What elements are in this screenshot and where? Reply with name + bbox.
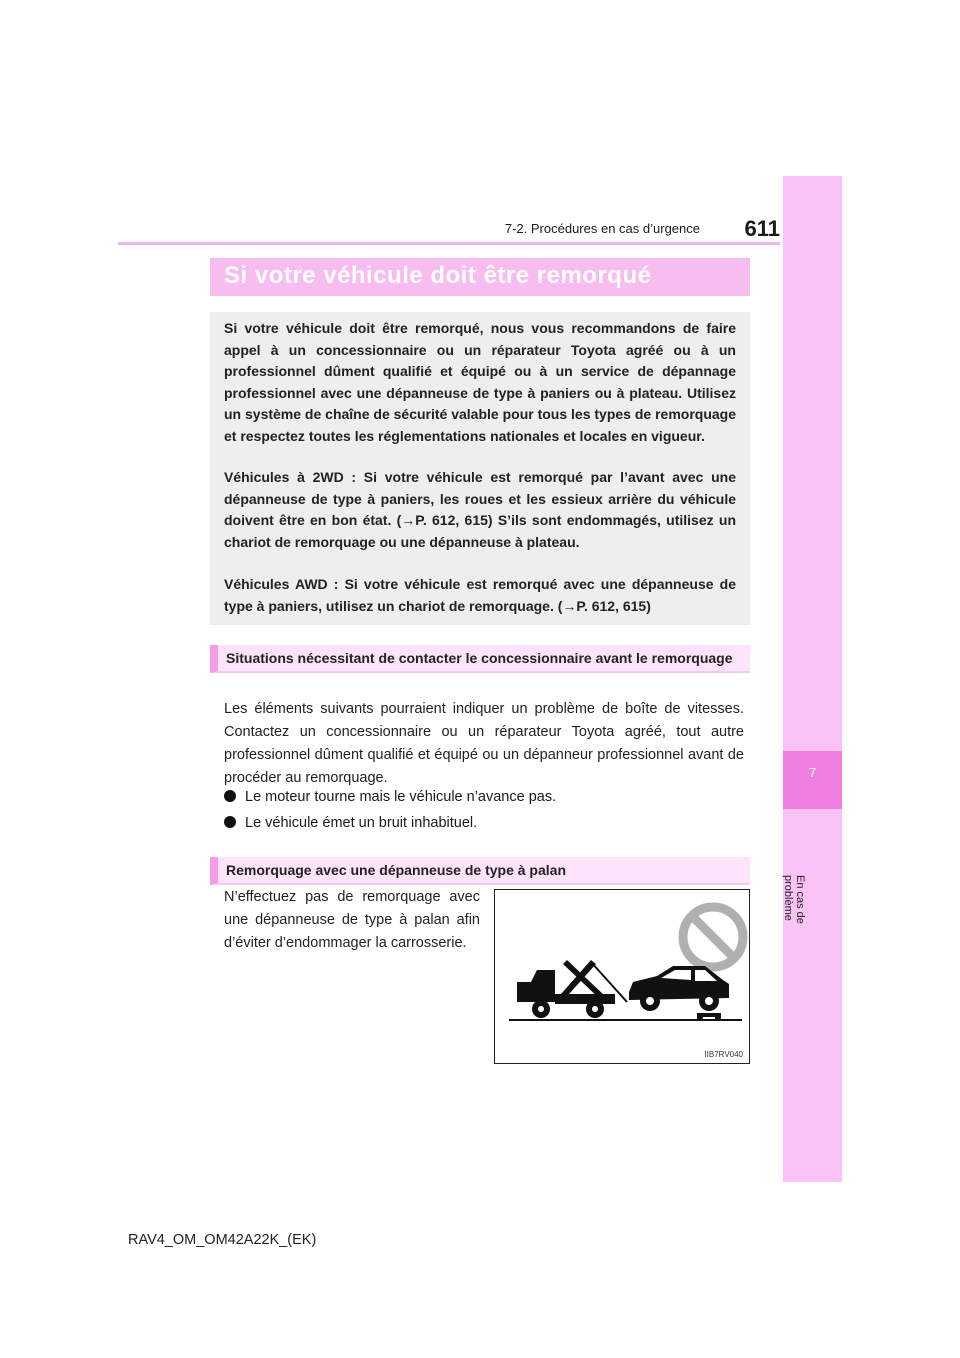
bullet-text: Le moteur tourne mais le véhicule n’avance pas. xyxy=(245,789,557,805)
figure-code: IIB7RV040 xyxy=(704,1050,743,1059)
intro-paragraph: Si votre véhicule doit être remorqué, nous vous recommandons de faire appel à un concessionnaire ou un réparateur Toyota agréé ou à un professionnel dûment qualifié et équipé ou à un service de dépannage professionnel avec une dépanneuse de type à paniers ou à plateau. Utilisez un système de chaîne de sécurité valable pour tous les types de remorquage et respectez toutes les réglementations nationales et locales en vigueur. xyxy=(224,320,736,444)
bullet-item xyxy=(224,812,477,835)
page-title: Si votre véhicule doit être remorqué xyxy=(224,262,652,289)
prohibition-icon xyxy=(683,907,743,967)
subsection-heading: Remorquage avec une dépanneuse de type à palan xyxy=(210,857,750,885)
section-body: N’effectuez pas de remorquage avec une dépanneuse de type à palan afin d’éviter d’endommager la carrosserie. xyxy=(224,889,480,951)
chapter-side-tab xyxy=(783,176,842,1182)
chapter-label: En cas de problème xyxy=(782,875,806,924)
intro-paragraph: Véhicules AWD : Si votre véhicule est remorqué avec une dépanneuse de type à paniers, utilisez un chariot de remorquage. (→P. 612, 615) xyxy=(224,576,736,614)
bullet-text: Le véhicule émet un bruit inhabituel. xyxy=(245,815,478,831)
bullet-item xyxy=(224,786,556,809)
document-code: RAV4_OM_OM42A22K_(EK) xyxy=(128,1232,317,1248)
tow-truck-figure xyxy=(494,889,750,1064)
car-icon xyxy=(629,966,729,1021)
header-rule xyxy=(118,242,780,245)
tow-truck-icon xyxy=(517,960,627,1018)
section-header: 7-2. Procédures en cas d’urgence xyxy=(504,221,700,236)
subsection-heading: Situations nécessitant de contacter le concessionnaire avant le remorquage xyxy=(210,645,750,673)
bullet-icon xyxy=(224,816,236,828)
wheel-lift-tow-illustration xyxy=(495,890,749,1063)
chapter-number: 7 xyxy=(783,751,842,809)
intro-paragraph: Véhicules à 2WD : Si votre véhicule est remorqué par l’avant avec une dépanneuse de type à paniers, les roues et les essieux arrière du véhicule doivent être en bon état. (→P. 612, 615) S’ils sont endommagés, utilisez un chariot de remorquage ou une dépanneuse à plateau. xyxy=(224,469,736,550)
intro-box xyxy=(210,312,750,625)
bullet-icon xyxy=(224,790,236,802)
section-body: Les éléments suivants pourraient indiquer un problème de boîte de vitesses. Contactez un concessionnaire ou un réparateur Toyota agréé, tout autre professionnel dûment qualifié et équipé ou un dépanneur professionnel avant de procéder au remorquage. xyxy=(224,701,744,786)
page-number: 611 xyxy=(744,216,780,241)
